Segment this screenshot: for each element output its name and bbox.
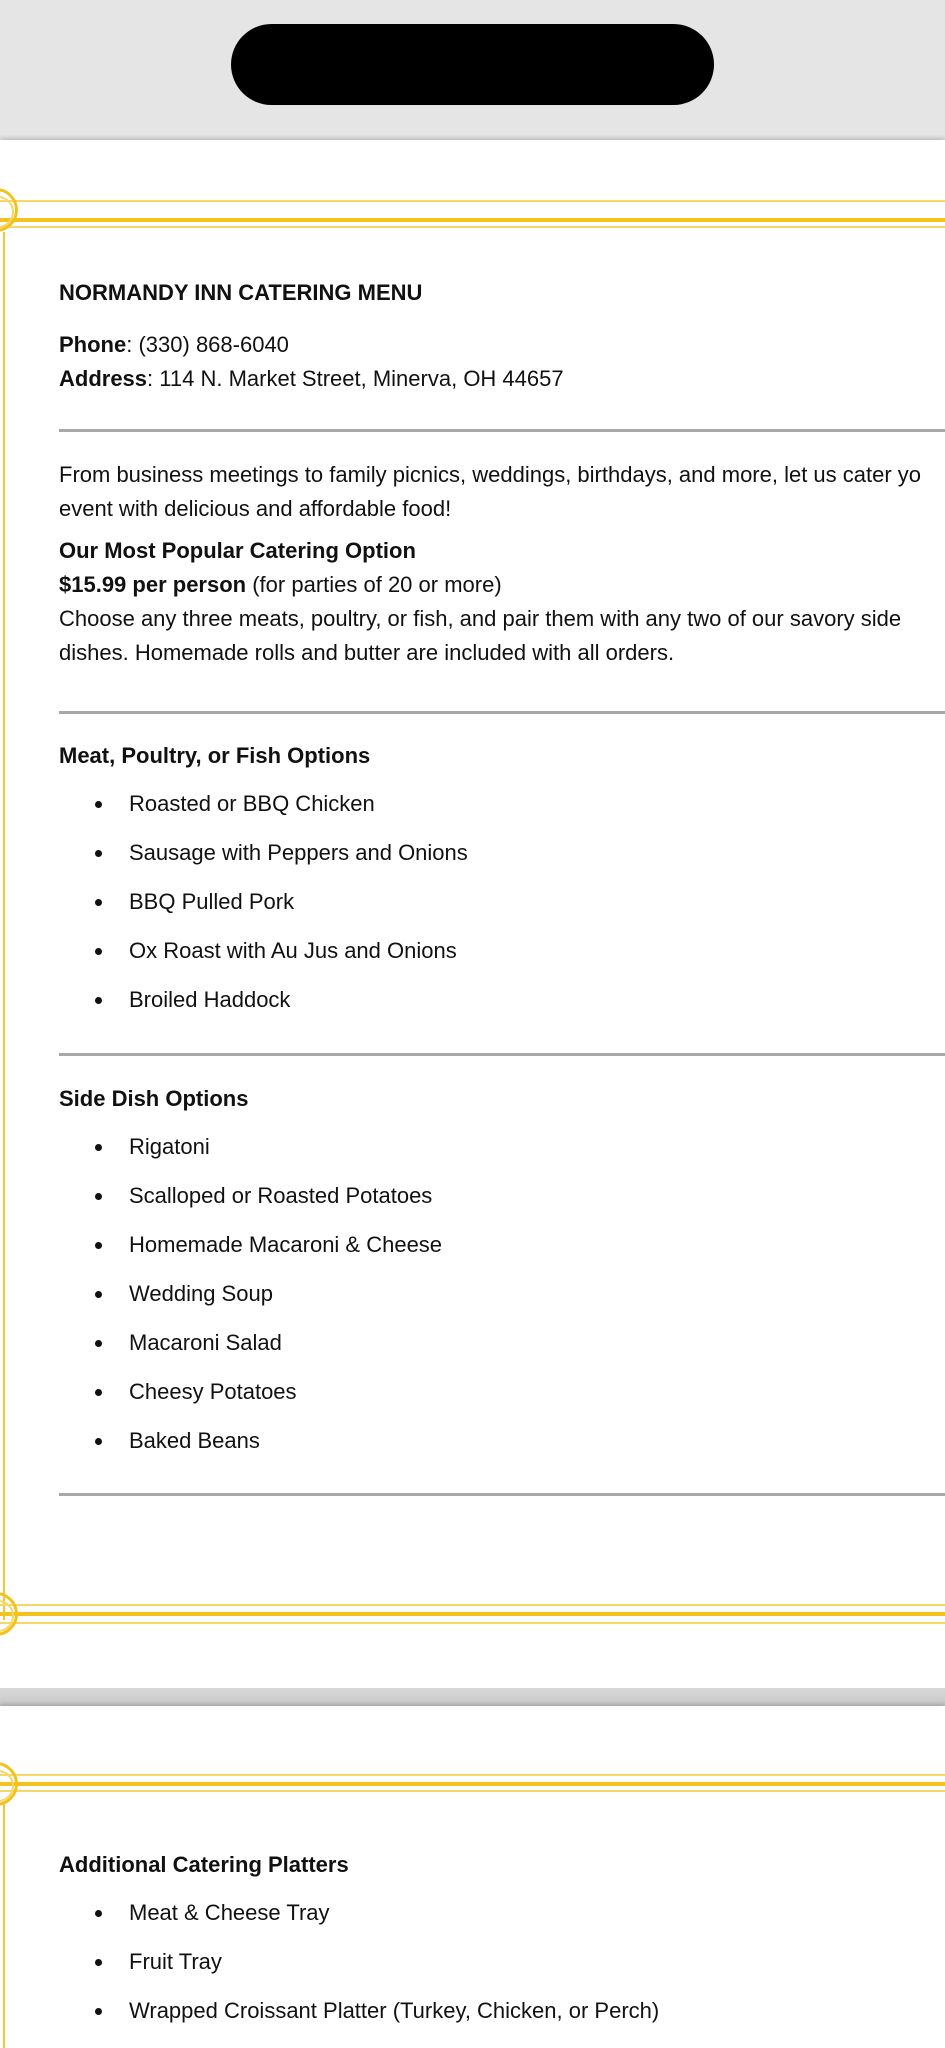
page-title: NORMANDY INN CATERING MENU	[59, 280, 423, 305]
redacted-bar	[231, 24, 714, 105]
list-item: Roasted or BBQ Chicken	[59, 790, 945, 839]
platters-list	[59, 1899, 945, 2046]
address-value: 114 N. Market Street, Minerva, OH 44657	[159, 366, 564, 391]
popular-heading: Our Most Popular Catering Option	[59, 538, 416, 563]
address-line: Address: 114 N. Market Street, Minerva, OH 44657	[59, 366, 564, 391]
page-separator	[0, 1688, 945, 1706]
sides-list	[59, 1133, 945, 1476]
list-item: Ox Roast with Au Jus and Onions	[59, 937, 945, 986]
list-item: BBQ Pulled Pork	[59, 888, 945, 937]
top-bar	[0, 0, 945, 138]
price-value: $15.99 per person	[59, 572, 247, 597]
border-line	[3, 232, 5, 1620]
platters-section	[59, 1852, 945, 1878]
price-note: (for parties of 20 or more)	[252, 572, 502, 597]
list-item: Fruit Tray	[59, 1948, 945, 1997]
list-item: Homemade Macaroni & Cheese	[59, 1231, 945, 1280]
divider	[59, 429, 945, 432]
border-line	[0, 226, 945, 228]
document-page-2	[0, 1706, 945, 2048]
border-line	[0, 1604, 945, 1606]
border-line	[0, 1622, 945, 1624]
popular-desc-line-1: Choose any three meats, poultry, or fish, and pair them with any two of our savory side	[59, 606, 902, 631]
phone-value: (330) 868-6040	[138, 332, 289, 357]
border-line	[0, 1782, 945, 1786]
popular-block	[59, 534, 945, 670]
border-line	[3, 1804, 5, 2048]
sides-section	[59, 1086, 945, 1112]
list-item: Scalloped or Roasted Potatoes	[59, 1182, 945, 1231]
sides-heading: Side Dish Options	[59, 1086, 249, 1111]
border-line	[0, 218, 945, 222]
intro-line-2: event with delicious and affordable food!	[59, 496, 452, 521]
meat-list-wrapper	[59, 790, 945, 1035]
address-label: Address	[59, 366, 148, 391]
popular-desc-line-2: dishes. Homemade rolls and butter are included with all orders.	[59, 640, 675, 665]
border-line	[0, 1790, 945, 1792]
list-item: Wedding Soup	[59, 1280, 945, 1329]
divider	[59, 1053, 945, 1056]
border-line	[0, 1612, 945, 1616]
meat-heading: Meat, Poultry, or Fish Options	[59, 743, 371, 768]
list-item: Cheesy Potatoes	[59, 1378, 945, 1427]
list-item: Macaroni Salad	[59, 1329, 945, 1378]
border-ornament	[0, 1762, 18, 1806]
phone-label: Phone	[59, 332, 127, 357]
border-line	[0, 1774, 945, 1776]
border-line	[0, 200, 945, 202]
platters-list-wrapper	[59, 1899, 945, 2046]
divider	[59, 711, 945, 714]
divider	[59, 1493, 945, 1496]
intro-line-1: From business meetings to family picnics, weddings, birthdays, and more, let us cater yo	[59, 462, 922, 487]
document-page-1	[0, 140, 945, 1688]
price-line	[59, 568, 945, 602]
border-ornament	[0, 1592, 18, 1636]
list-item: Meat & Cheese Tray	[59, 1899, 945, 1948]
meat-section	[59, 743, 945, 769]
intro-block	[59, 458, 945, 526]
list-item: Wrapped Croissant Platter (Turkey, Chicken, or Perch)	[59, 1997, 945, 2046]
list-item: Sausage with Peppers and Onions	[59, 839, 945, 888]
list-item: Rigatoni	[59, 1133, 945, 1182]
list-item: Broiled Haddock	[59, 986, 945, 1035]
contact-block	[59, 328, 945, 396]
platters-heading: Additional Catering Platters	[59, 1852, 349, 1877]
list-item: Baked Beans	[59, 1427, 945, 1476]
meat-list	[59, 790, 945, 1035]
phone-line: Phone: (330) 868-6040	[59, 332, 289, 357]
header-block	[59, 280, 945, 306]
sides-list-wrapper	[59, 1133, 945, 1476]
